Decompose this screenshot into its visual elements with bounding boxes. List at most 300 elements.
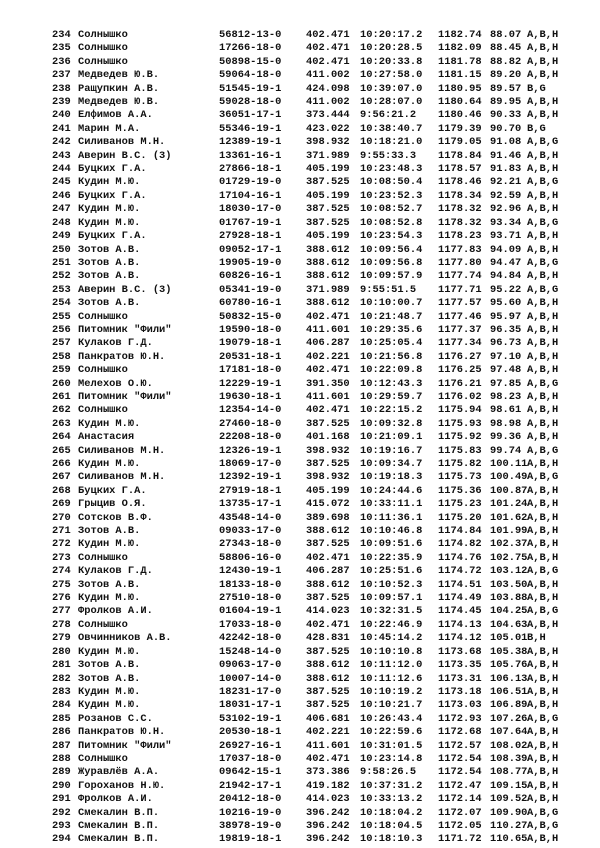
speed: 1174.49 <box>438 592 482 605</box>
distance: 402.471 <box>306 55 350 68</box>
speed: 1182.74 <box>438 29 482 41</box>
category-flags: A,B,H <box>527 350 559 363</box>
table-row <box>50 820 580 833</box>
arrival-time: 10:10:19.2 <box>360 685 423 698</box>
speed: 1172.57 <box>438 739 482 752</box>
distance: 419.182 <box>306 779 350 792</box>
percent: 109.52 <box>490 793 528 806</box>
owner-name: Фролков А.И. <box>78 793 153 806</box>
percent: 107.64 <box>490 726 528 739</box>
table-row <box>50 565 580 578</box>
owner-name: Зотов А.В. <box>78 659 141 672</box>
table-row <box>50 605 580 618</box>
speed: 1177.80 <box>438 256 482 269</box>
ring-number: 26927-16-1 <box>219 739 282 752</box>
percent: 104.63 <box>490 618 528 631</box>
arrival-time: 10:32:31.5 <box>360 605 423 618</box>
category-flags: A,B,H <box>527 592 559 605</box>
distance: 402.471 <box>306 404 350 417</box>
category-flags: A,B,G <box>527 444 559 457</box>
distance: 371.989 <box>306 283 350 296</box>
distance: 411.002 <box>306 69 350 82</box>
ring-number: 42242-18-0 <box>219 632 282 645</box>
table-row <box>50 445 580 458</box>
table-row <box>50 740 580 753</box>
arrival-time: 10:11:12.6 <box>360 672 423 685</box>
place-number: 245 <box>52 176 71 189</box>
owner-name: Панкратов Ю.Н. <box>78 350 166 363</box>
percent: 95.22 <box>490 283 522 296</box>
place-number: 284 <box>52 699 71 712</box>
owner-name: Кудин М.Ю. <box>78 203 141 216</box>
percent: 89.57 <box>490 82 522 95</box>
speed: 1181.15 <box>438 69 482 82</box>
arrival-time: 10:18:10.3 <box>360 833 423 846</box>
arrival-time: 10:39:07.0 <box>360 82 423 95</box>
table-row <box>50 485 580 498</box>
owner-name: Буцких Г.А. <box>78 484 147 497</box>
place-number: 253 <box>52 283 71 296</box>
speed: 1173.18 <box>438 685 482 698</box>
ring-number: 17181-18-0 <box>219 364 282 377</box>
distance: 387.525 <box>306 458 350 470</box>
arrival-time: 10:08:52.8 <box>360 216 423 229</box>
category-flags: A,B,H <box>527 55 559 68</box>
distance: 388.612 <box>306 270 350 283</box>
distance: 391.350 <box>306 377 350 390</box>
ring-number: 19079-18-1 <box>219 337 282 350</box>
place-number: 286 <box>52 726 71 739</box>
category-flags: A,B,H <box>527 69 559 82</box>
table-row <box>50 659 580 672</box>
ring-number: 17266-18-0 <box>219 42 282 55</box>
owner-name: Питомник "Фили" <box>78 739 172 752</box>
ring-number: 13735-17-1 <box>219 498 282 511</box>
ring-number: 27928-18-1 <box>219 230 282 243</box>
table-row <box>50 579 580 592</box>
distance: 402.221 <box>306 726 350 739</box>
speed: 1173.35 <box>438 659 482 672</box>
results-table <box>50 29 580 847</box>
percent: 108.77 <box>490 766 528 779</box>
percent: 110.65 <box>490 833 528 846</box>
category-flags: A,B,H <box>527 458 559 470</box>
table-row <box>50 753 580 766</box>
owner-name: Гороханов Н.Ю. <box>78 779 166 792</box>
owner-name: Смекалин В.П. <box>78 806 160 819</box>
table-row <box>50 632 580 645</box>
percent: 92.96 <box>490 203 522 216</box>
owner-name: Овчинников А.В. <box>78 632 172 645</box>
ring-number: 27343-18-0 <box>219 538 282 551</box>
category-flags: A,B,H <box>527 42 559 55</box>
arrival-time: 10:33:11.1 <box>360 498 423 511</box>
place-number: 279 <box>52 632 71 645</box>
place-number: 273 <box>52 551 71 564</box>
speed: 1174.82 <box>438 538 482 551</box>
table-row <box>50 538 580 551</box>
category-flags: A,B,H <box>527 752 559 765</box>
ring-number: 19630-18-1 <box>219 390 282 403</box>
percent: 107.26 <box>490 712 528 725</box>
owner-name: Силиванов М.Н. <box>78 471 166 484</box>
place-number: 261 <box>52 390 71 403</box>
percent: 91.46 <box>490 149 522 162</box>
percent: 102.37 <box>490 538 528 551</box>
owner-name: Буцких Г.А. <box>78 163 147 176</box>
arrival-time: 10:21:56.8 <box>360 350 423 363</box>
category-flags: A,B,H <box>527 551 559 564</box>
place-number: 243 <box>52 149 71 162</box>
percent: 101.24 <box>490 498 528 511</box>
place-number: 270 <box>52 511 71 524</box>
percent: 90.33 <box>490 109 522 122</box>
category-flags: A,B,H <box>527 189 559 202</box>
table-row <box>50 123 580 136</box>
arrival-time: 10:10:21.7 <box>360 699 423 712</box>
place-number: 283 <box>52 685 71 698</box>
owner-name: Аверин В.С. (3) <box>78 283 172 296</box>
speed: 1174.45 <box>438 605 482 618</box>
arrival-time: 10:09:51.6 <box>360 538 423 551</box>
speed: 1178.34 <box>438 189 482 202</box>
distance: 411.601 <box>306 323 350 336</box>
arrival-time: 10:18:04.2 <box>360 806 423 819</box>
owner-name: Медведев Ю.В. <box>78 69 160 82</box>
owner-name: Смекалин В.П. <box>78 833 160 846</box>
category-flags: A,B,G <box>527 377 559 390</box>
table-row <box>50 337 580 350</box>
ring-number: 17037-18-0 <box>219 752 282 765</box>
place-number: 263 <box>52 417 71 430</box>
category-flags: A,B,H <box>527 538 559 551</box>
speed: 1172.05 <box>438 819 482 832</box>
arrival-time: 9:55:33.3 <box>360 149 417 162</box>
distance: 405.199 <box>306 230 350 243</box>
arrival-time: 10:23:52.3 <box>360 189 423 202</box>
distance: 428.831 <box>306 632 350 645</box>
distance: 402.471 <box>306 364 350 377</box>
place-number: 234 <box>52 29 71 41</box>
ring-number: 27919-18-1 <box>219 484 282 497</box>
category-flags: A,B,H <box>527 618 559 631</box>
percent: 98.98 <box>490 417 522 430</box>
category-flags: A,B,H <box>527 203 559 216</box>
ring-number: 27510-18-0 <box>219 592 282 605</box>
speed: 1178.84 <box>438 149 482 162</box>
distance: 414.023 <box>306 793 350 806</box>
owner-name: Зотов А.В. <box>78 297 141 310</box>
ring-number: 09063-17-0 <box>219 659 282 672</box>
table-row <box>50 150 580 163</box>
table-row <box>50 270 580 283</box>
ring-number: 51545-19-1 <box>219 82 282 95</box>
table-row <box>50 512 580 525</box>
ring-number: 12326-19-1 <box>219 444 282 457</box>
category-flags: A,B,G <box>527 565 559 578</box>
category-flags: A,B,H <box>527 685 559 698</box>
percent: 89.20 <box>490 69 522 82</box>
speed: 1177.83 <box>438 243 482 256</box>
ring-number: 17033-18-0 <box>219 618 282 631</box>
table-row <box>50 498 580 511</box>
owner-name: Мелехов О.Ю. <box>78 377 153 390</box>
place-number: 278 <box>52 618 71 631</box>
ring-number: 19819-18-1 <box>219 833 282 846</box>
owner-name: Солнышко <box>78 752 128 765</box>
table-row <box>50 471 580 484</box>
category-flags: A,B,H <box>527 793 559 806</box>
table-row <box>50 244 580 257</box>
distance: 415.072 <box>306 498 350 511</box>
table-row <box>50 713 580 726</box>
arrival-time: 9:56:21.2 <box>360 109 417 122</box>
distance: 387.525 <box>306 176 350 189</box>
place-number: 265 <box>52 444 71 457</box>
table-row <box>50 136 580 149</box>
speed: 1175.83 <box>438 444 482 457</box>
ring-number: 17104-16-1 <box>219 189 282 202</box>
ring-number: 60826-16-1 <box>219 270 282 283</box>
category-flags: A,B,H <box>527 659 559 672</box>
speed: 1174.51 <box>438 578 482 591</box>
place-number: 268 <box>52 484 71 497</box>
place-number: 280 <box>52 645 71 658</box>
percent: 93.71 <box>490 230 522 243</box>
owner-name: Фролков А.И. <box>78 605 153 618</box>
ring-number: 53102-19-1 <box>219 712 282 725</box>
table-row <box>50 364 580 377</box>
distance: 371.989 <box>306 149 350 162</box>
table-row <box>50 552 580 565</box>
speed: 1172.93 <box>438 712 482 725</box>
ring-number: 15248-14-0 <box>219 645 282 658</box>
owner-name: Грыцив О.Я. <box>78 498 147 511</box>
owner-name: Панкратов Ю.Н. <box>78 726 166 739</box>
category-flags: A,B,H <box>527 672 559 685</box>
percent: 91.08 <box>490 136 522 149</box>
owner-name: Ращупкин А.В. <box>78 82 160 95</box>
speed: 1180.95 <box>438 82 482 95</box>
distance: 387.525 <box>306 417 350 430</box>
arrival-time: 10:09:56.8 <box>360 256 423 269</box>
ring-number: 20530-18-1 <box>219 726 282 739</box>
percent: 109.15 <box>490 779 528 792</box>
percent: 102.75 <box>490 551 528 564</box>
arrival-time: 10:26:43.4 <box>360 712 423 725</box>
distance: 396.242 <box>306 806 350 819</box>
distance: 388.612 <box>306 659 350 672</box>
category-flags: A,B,G <box>527 283 559 296</box>
arrival-time: 10:22:09.8 <box>360 364 423 377</box>
ring-number: 12392-19-1 <box>219 471 282 484</box>
distance: 405.199 <box>306 163 350 176</box>
ring-number: 58806-16-0 <box>219 551 282 564</box>
speed: 1175.94 <box>438 404 482 417</box>
place-number: 290 <box>52 779 71 792</box>
percent: 100.49 <box>490 471 528 484</box>
owner-name: Кудин М.Ю. <box>78 538 141 551</box>
speed: 1175.92 <box>438 431 482 444</box>
category-flags: A,B,H <box>527 739 559 752</box>
arrival-time: 10:27:58.0 <box>360 69 423 82</box>
speed: 1175.93 <box>438 417 482 430</box>
place-number: 247 <box>52 203 71 216</box>
percent: 108.39 <box>490 752 528 765</box>
arrival-time: 10:18:21.0 <box>360 136 423 149</box>
distance: 389.698 <box>306 511 350 524</box>
arrival-time: 10:21:09.1 <box>360 431 423 444</box>
table-row <box>50 592 580 605</box>
arrival-time: 10:23:54.3 <box>360 230 423 243</box>
owner-name: Кудин М.Ю. <box>78 645 141 658</box>
ring-number: 18133-18-0 <box>219 578 282 591</box>
distance: 387.525 <box>306 538 350 551</box>
speed: 1177.46 <box>438 310 482 323</box>
owner-name: Кулаков Г.Д. <box>78 337 153 350</box>
place-number: 260 <box>52 377 71 390</box>
arrival-time: 10:23:14.8 <box>360 752 423 765</box>
percent: 95.60 <box>490 297 522 310</box>
table-row <box>50 391 580 404</box>
speed: 1177.57 <box>438 297 482 310</box>
category-flags: A,B,G <box>527 136 559 149</box>
category-flags: A,B,G <box>527 216 559 229</box>
arrival-time: 10:09:56.4 <box>360 243 423 256</box>
speed: 1178.46 <box>438 176 482 189</box>
speed: 1174.76 <box>438 551 482 564</box>
arrival-time: 10:11:12.0 <box>360 659 423 672</box>
percent: 92.59 <box>490 189 522 202</box>
percent: 105.01 <box>490 632 528 645</box>
percent: 110.27 <box>490 819 528 832</box>
table-row <box>50 217 580 230</box>
percent: 96.73 <box>490 337 522 350</box>
distance: 396.242 <box>306 833 350 846</box>
percent: 97.10 <box>490 350 522 363</box>
ring-number: 10216-19-0 <box>219 806 282 819</box>
ring-number: 09642-15-1 <box>219 766 282 779</box>
ring-number: 01767-19-1 <box>219 216 282 229</box>
table-row <box>50 42 580 55</box>
place-number: 246 <box>52 189 71 202</box>
percent: 98.23 <box>490 390 522 403</box>
place-number: 271 <box>52 525 71 538</box>
category-flags: A,B,G <box>527 256 559 269</box>
speed: 1175.23 <box>438 498 482 511</box>
arrival-time: 9:55:51.5 <box>360 283 417 296</box>
arrival-time: 10:12:43.3 <box>360 377 423 390</box>
ring-number: 13361-16-1 <box>219 149 282 162</box>
percent: 105.38 <box>490 645 528 658</box>
place-number: 252 <box>52 270 71 283</box>
percent: 106.51 <box>490 685 528 698</box>
category-flags: A,B,H <box>527 726 559 739</box>
place-number: 264 <box>52 431 71 444</box>
ring-number: 12229-19-1 <box>219 377 282 390</box>
category-flags: A,B,H <box>527 699 559 712</box>
percent: 97.48 <box>490 364 522 377</box>
distance: 423.022 <box>306 122 350 135</box>
place-number: 244 <box>52 163 71 176</box>
arrival-time: 10:10:52.3 <box>360 578 423 591</box>
ring-number: 56812-13-0 <box>219 29 282 41</box>
table-row <box>50 726 580 739</box>
distance: 402.471 <box>306 752 350 765</box>
owner-name: Кудин М.Ю. <box>78 685 141 698</box>
owner-name: Кудин М.Ю. <box>78 699 141 712</box>
table-row <box>50 96 580 109</box>
table-row <box>50 699 580 712</box>
distance: 388.612 <box>306 243 350 256</box>
arrival-time: 10:37:31.2 <box>360 779 423 792</box>
speed: 1181.78 <box>438 55 482 68</box>
category-flags: A,B,H <box>527 337 559 350</box>
percent: 93.34 <box>490 216 522 229</box>
category-flags: A,B,H <box>527 364 559 377</box>
place-number: 269 <box>52 498 71 511</box>
table-row <box>50 297 580 310</box>
owner-name: Зотов А.В. <box>78 270 141 283</box>
table-row <box>50 418 580 431</box>
percent: 91.83 <box>490 163 522 176</box>
place-number: 254 <box>52 297 71 310</box>
distance: 373.444 <box>306 109 350 122</box>
ring-number: 10007-14-0 <box>219 672 282 685</box>
owner-name: Солнышко <box>78 42 128 55</box>
owner-name: Смекалин В.П. <box>78 819 160 832</box>
table-row <box>50 69 580 82</box>
category-flags: A,B,H <box>527 96 559 109</box>
category-flags: A,B,H <box>527 766 559 779</box>
ring-number: 59064-18-0 <box>219 69 282 82</box>
arrival-time: 10:22:35.9 <box>360 551 423 564</box>
distance: 388.612 <box>306 297 350 310</box>
speed: 1172.14 <box>438 793 482 806</box>
arrival-time: 10:09:57.1 <box>360 592 423 605</box>
category-flags: A,B,H <box>527 310 559 323</box>
distance: 387.525 <box>306 203 350 216</box>
ring-number: 09033-17-0 <box>219 525 282 538</box>
owner-name: Питомник "Фили" <box>78 323 172 336</box>
ring-number: 01729-19-0 <box>219 176 282 189</box>
category-flags: A,B,H <box>527 149 559 162</box>
speed: 1179.39 <box>438 122 482 135</box>
arrival-time: 10:22:46.9 <box>360 618 423 631</box>
speed: 1172.07 <box>438 806 482 819</box>
percent: 94.84 <box>490 270 522 283</box>
table-row <box>50 766 580 779</box>
table-row <box>50 176 580 189</box>
percent: 103.12 <box>490 565 528 578</box>
place-number: 266 <box>52 458 71 470</box>
speed: 1177.37 <box>438 323 482 336</box>
arrival-time: 10:38:40.7 <box>360 122 423 135</box>
owner-name: Сотсков В.Ф. <box>78 511 153 524</box>
speed: 1178.57 <box>438 163 482 176</box>
table-row <box>50 351 580 364</box>
distance: 388.612 <box>306 578 350 591</box>
table-row <box>50 257 580 270</box>
arrival-time: 10:28:07.0 <box>360 96 423 109</box>
table-row <box>50 284 580 297</box>
ring-number: 60780-16-1 <box>219 297 282 310</box>
category-flags: A,B,H <box>527 163 559 176</box>
ring-number: 09052-17-1 <box>219 243 282 256</box>
owner-name: Зотов А.В. <box>78 578 141 591</box>
category-flags: A,B,H <box>527 270 559 283</box>
table-row <box>50 378 580 391</box>
